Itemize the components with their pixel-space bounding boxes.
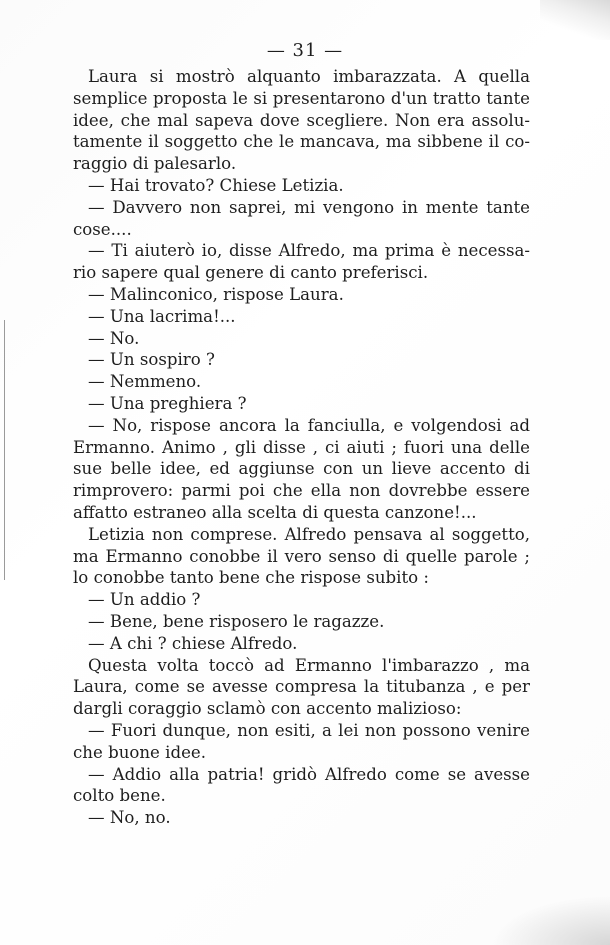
text-line: Laura si mostrò alquanto imbarazzata. A quella xyxy=(88,67,530,86)
text-line: tamente il soggetto che le mancava, ma sibbene il co- xyxy=(73,132,530,152)
text-line: — No, rispose ancora la fanciulla, e volgendosi ad xyxy=(88,415,530,435)
body-text xyxy=(73,66,530,829)
text-line: — A chi ? chiese Alfredo. xyxy=(88,633,298,653)
text-line: Ermanno. Animo , gli disse , ci aiuti ; fuori una delle xyxy=(73,437,530,457)
text-line: — No. xyxy=(88,328,140,348)
text-line: dargli coraggio sclamò con accento malizioso: xyxy=(73,699,462,719)
text-line: semplice proposta le si presentarono d'un tratto tante xyxy=(73,88,530,108)
text-line: Laura, come se avesse compresa la titubanza , e per xyxy=(73,677,530,697)
page-number: — 31 — xyxy=(266,40,344,61)
text-line: — Una lacrima!... xyxy=(88,306,236,326)
text-line: Letizia non comprese. Alfredo pensava al soggetto, xyxy=(88,524,530,544)
text-line: cose.... xyxy=(73,219,132,239)
text-line: — Fuori dunque, non esiti, a lei non possono venire xyxy=(88,720,530,740)
text-line: sue belle idee, ed aggiunse con un lieve accento di xyxy=(73,459,530,479)
text-line: — Un addio ? xyxy=(88,590,201,610)
text-line: — Un sospiro ? xyxy=(88,350,215,370)
text-line: rio sapere qual genere di canto preferisci. xyxy=(73,263,429,283)
text-line: che buone idee. xyxy=(73,742,207,762)
page-bottom-shadow xyxy=(490,895,610,945)
text-line: ma Ermanno conobbe il vero senso di quelle parole ; xyxy=(73,546,530,566)
text-line: affatto estraneo alla scelta di questa canzone!... xyxy=(73,502,477,522)
text-line: lo conobbe tanto bene che rispose subito : xyxy=(73,568,429,588)
text-line: — Addio alla patria! gridò Alfredo come se avesse xyxy=(88,764,530,784)
text-line: idee, che mal sapeva dove scegliere. Non era assolu- xyxy=(73,110,530,130)
text-line: — Nemmeno. xyxy=(88,372,202,392)
text-line: — Ti aiuterò io, disse Alfredo, ma prima è necessa- xyxy=(88,241,530,261)
text-line: colto bene. xyxy=(73,786,166,806)
text-line: — Hai trovato? Chiese Letizia. xyxy=(88,175,344,195)
text-line: — Bene, bene risposero le ragazze. xyxy=(88,611,385,631)
text-line: — Malinconico, rispose Laura. xyxy=(88,284,344,304)
text-line: — Davvero non saprei, mi vengono in mente tante xyxy=(88,197,530,217)
text-line: — Una preghiera ? xyxy=(88,393,247,413)
text-line: — No, no. xyxy=(88,808,171,828)
page-edge-line xyxy=(4,320,5,580)
text-line: Questa volta toccò ad Ermanno l'imbarazzo , ma xyxy=(88,655,530,675)
text-line: rimprovero: parmi poi che ella non dovrebbe essere xyxy=(73,481,530,501)
text-line: raggio di palesarlo. xyxy=(73,154,237,174)
page-corner-shadow xyxy=(540,0,610,40)
